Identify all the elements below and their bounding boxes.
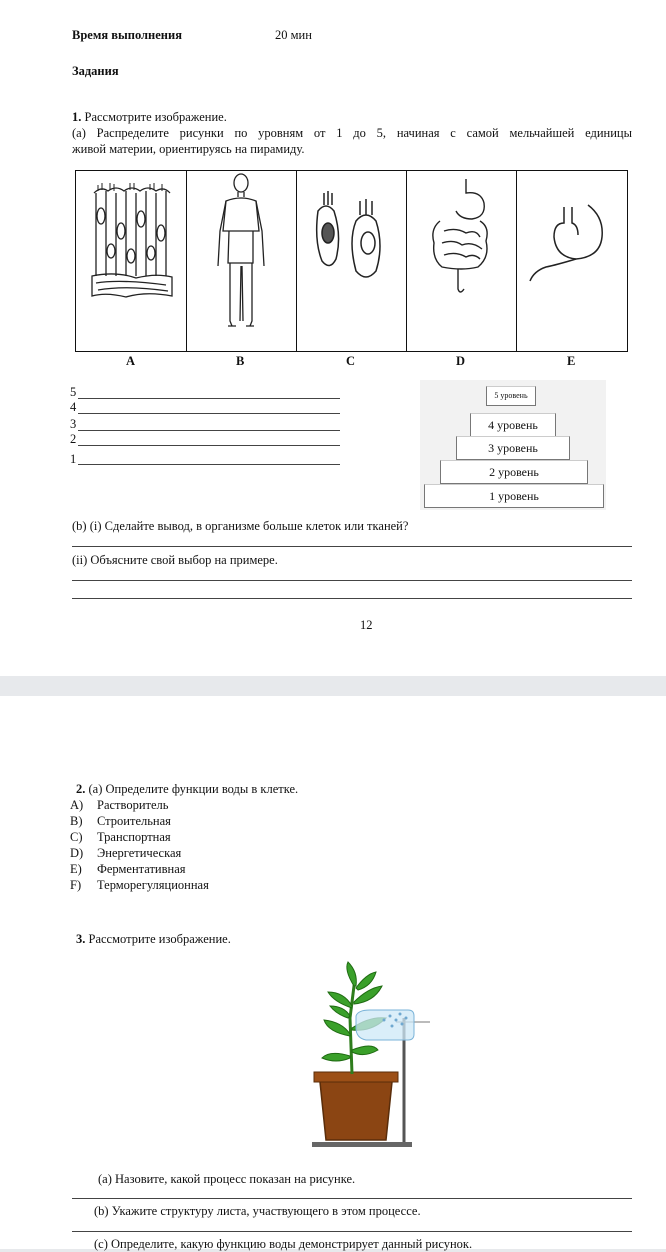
image-letter-e: E bbox=[567, 354, 576, 368]
image-cell-e bbox=[516, 171, 626, 351]
q2-option-text: Ферментативная bbox=[97, 862, 186, 876]
image-letter-a: A bbox=[126, 354, 136, 368]
time-label: Время выполнения bbox=[72, 28, 182, 42]
q2-option-text: Транспортная bbox=[97, 830, 171, 844]
q1-part-a-line1: (a) Распределите рисунки по уровням от 1 до 5, начиная с самой мельчайшей единицы bbox=[72, 126, 632, 140]
plant-experiment-illustration bbox=[300, 958, 440, 1154]
stomach-drawing bbox=[516, 171, 626, 351]
answer-line-q3-a[interactable] bbox=[72, 1198, 632, 1199]
pyramid-level-3: 3 уровень bbox=[456, 436, 570, 460]
image-cell-c bbox=[296, 171, 407, 351]
q3-part-b: (b) Укажите структуру листа, участвующего в этом процессе. bbox=[94, 1204, 421, 1218]
option-letter: D) bbox=[70, 846, 84, 860]
answer-line-2[interactable] bbox=[78, 445, 340, 446]
levels-pyramid bbox=[420, 380, 606, 510]
q2-option bbox=[70, 862, 82, 877]
answer-number-4: 4 bbox=[70, 400, 77, 414]
q3-number: 3. bbox=[76, 932, 86, 946]
pyramid-level-4: 4 уровень bbox=[470, 413, 556, 437]
option-letter: B) bbox=[70, 814, 83, 828]
image-letter-d: D bbox=[456, 354, 466, 368]
answer-number-1: 1 bbox=[70, 452, 77, 466]
q2-option-text: Растворитель bbox=[97, 798, 169, 812]
option-letter: C) bbox=[70, 830, 83, 844]
human-figure-drawing bbox=[186, 171, 296, 351]
q2-option-text: Энергетическая bbox=[97, 846, 182, 860]
q1-part-b-i: (b) (i) Сделайте вывод, в организме больше клеток или тканей? bbox=[72, 519, 409, 533]
pyramid-level-1: 1 уровень bbox=[424, 484, 604, 508]
q2-option bbox=[70, 798, 83, 813]
q1-image-table bbox=[75, 170, 628, 352]
q1-number: 1. bbox=[72, 110, 82, 124]
q3-part-c: (c) Определите, какую функцию воды демонстрирует данный рисунок. bbox=[94, 1237, 473, 1251]
answer-line-b-i[interactable] bbox=[72, 546, 632, 547]
q1-prompt: Рассмотрите изображение. bbox=[84, 110, 227, 124]
q2-title bbox=[76, 782, 298, 797]
q2-option bbox=[70, 830, 83, 845]
image-cell-b bbox=[186, 171, 297, 351]
answer-line-q3-b[interactable] bbox=[72, 1231, 632, 1232]
answer-line-4[interactable] bbox=[78, 413, 340, 414]
pyramid-level-2: 2 уровень bbox=[440, 460, 588, 484]
time-value: 20 мин bbox=[275, 28, 312, 42]
tasks-heading: Задания bbox=[72, 64, 119, 78]
image-cell-d bbox=[406, 171, 517, 351]
image-letter-b: B bbox=[236, 354, 245, 368]
answer-number-3: 3 bbox=[70, 417, 77, 431]
q2-option-text: Строительная bbox=[97, 814, 171, 828]
epithelial-tissue-drawing bbox=[76, 171, 186, 351]
answer-line-1[interactable] bbox=[78, 464, 340, 465]
digestive-system-drawing bbox=[406, 171, 516, 351]
option-letter: A) bbox=[70, 798, 84, 812]
image-letter-c: C bbox=[346, 354, 356, 368]
document-page-2 bbox=[0, 696, 666, 1249]
option-letter: F) bbox=[70, 878, 82, 892]
q1-part-b-ii: (ii) Объясните свой выбор на примере. bbox=[72, 553, 278, 567]
q2-option bbox=[70, 878, 81, 893]
q3-part-a: (a) Назовите, какой процесс показан на рисунке. bbox=[98, 1172, 356, 1186]
q1-part-a-line2: живой материи, ориентируясь на пирамиду. bbox=[72, 142, 305, 156]
pyramid-level-5: 5 уровень bbox=[486, 386, 536, 406]
image-cell-a bbox=[76, 171, 187, 351]
q2-number: 2. bbox=[76, 782, 86, 796]
q1-title bbox=[72, 110, 227, 125]
cells-drawing bbox=[296, 171, 406, 351]
answer-number-2: 2 bbox=[70, 432, 77, 446]
q3-prompt: Рассмотрите изображение. bbox=[88, 932, 231, 946]
q2-option-text: Терморегуляционная bbox=[97, 878, 209, 892]
option-letter: E) bbox=[70, 862, 82, 876]
q2-prompt: (a) Определите функции воды в клетке. bbox=[88, 782, 299, 796]
answer-line-b-ii-1[interactable] bbox=[72, 580, 632, 581]
answer-line-3[interactable] bbox=[78, 430, 340, 431]
q3-title bbox=[76, 932, 231, 947]
q2-option bbox=[70, 814, 83, 829]
answer-number-5: 5 bbox=[70, 385, 77, 399]
q2-option bbox=[70, 846, 83, 861]
answer-line-5[interactable] bbox=[78, 398, 340, 399]
page-number: 12 bbox=[360, 618, 373, 632]
answer-line-b-ii-2[interactable] bbox=[72, 598, 632, 599]
